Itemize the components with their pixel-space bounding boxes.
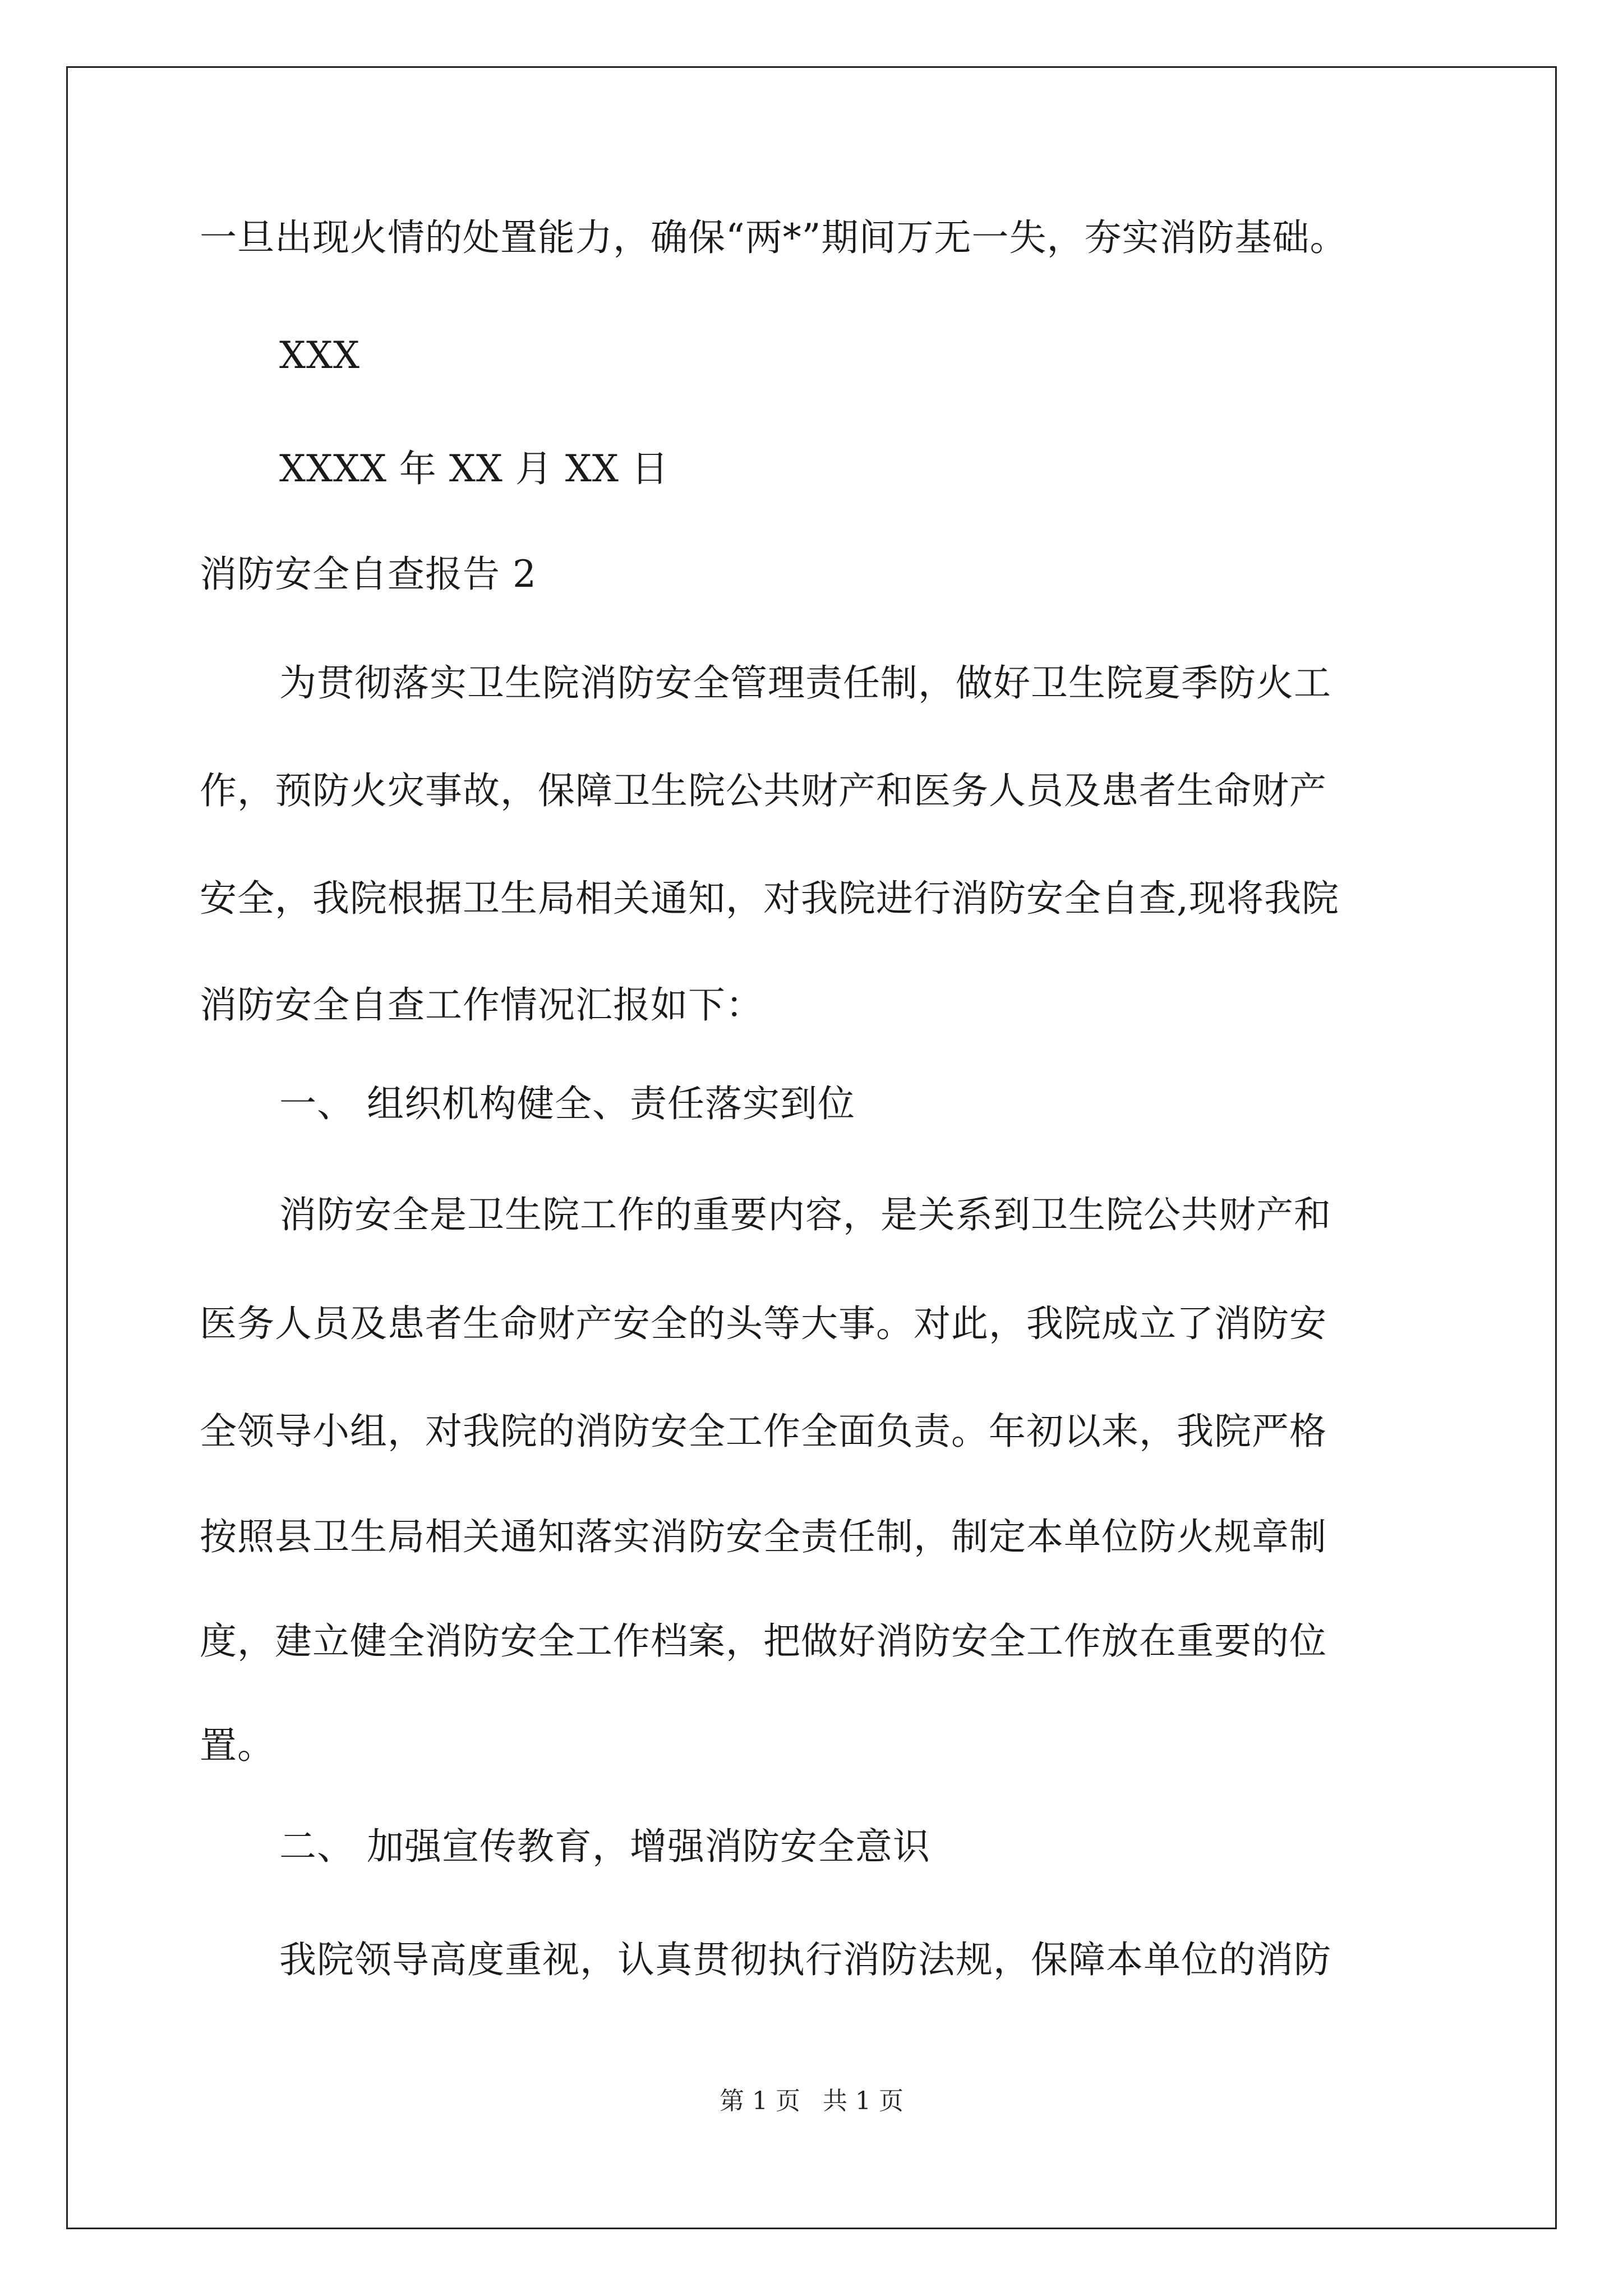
- heading-two: 二、 加强宣传教育，增强消防安全意识: [279, 1825, 930, 1868]
- text-line-10: 消防安全是卫生院工作的重要内容，是关系到卫生院公共财产和: [279, 1193, 1331, 1236]
- text-line-17: 我院领导高度重视，认真贯彻执行消防法规，保障本单位的消防: [279, 1938, 1331, 1981]
- text-line-11: 医务人员及患者生命财产安全的头等大事。对此，我院成立了消防安: [200, 1302, 1327, 1345]
- text-line-7: 安全，我院根据卫生局相关通知，对我院进行消防安全自查,现将我院: [200, 877, 1339, 920]
- text-line-14: 度，建立健全消防安全工作档案，把做好消防安全工作放在重要的位: [200, 1619, 1327, 1663]
- page-total: 共 1 页: [823, 2087, 903, 2115]
- text-line-12: 全领导小组，对我院的消防安全工作全面负责。年初以来，我院严格: [200, 1410, 1327, 1453]
- text-line-6: 作，预防火灾事故，保障卫生院公共财产和医务人员及患者生命财产: [200, 769, 1327, 812]
- text-line-1: 一旦出现火情的处置能力，确保“两*”期间万无一失，夯实消防基础。: [200, 216, 1348, 259]
- section-title: 消防安全自查报告 2: [200, 553, 537, 596]
- page-footer: [0, 2086, 1623, 2117]
- page-number: 第 1 页: [720, 2087, 800, 2115]
- heading-one: 一、 组织机构健全、责任落实到位: [279, 1082, 855, 1125]
- text-line-8: 消防安全自查工作情况汇报如下：: [200, 983, 763, 1027]
- signature-name: XXX: [279, 334, 360, 377]
- page-border: [66, 66, 1557, 2229]
- signature-date: XXXX 年 XX 月 XX 日: [279, 447, 669, 490]
- text-line-5: 为贯彻落实卫生院消防安全管理责任制，做好卫生院夏季防火工: [279, 661, 1331, 705]
- text-line-15: 置。: [200, 1724, 275, 1767]
- text-line-13: 按照县卫生局相关通知落实消防安全责任制，制定本单位防火规章制: [200, 1515, 1327, 1558]
